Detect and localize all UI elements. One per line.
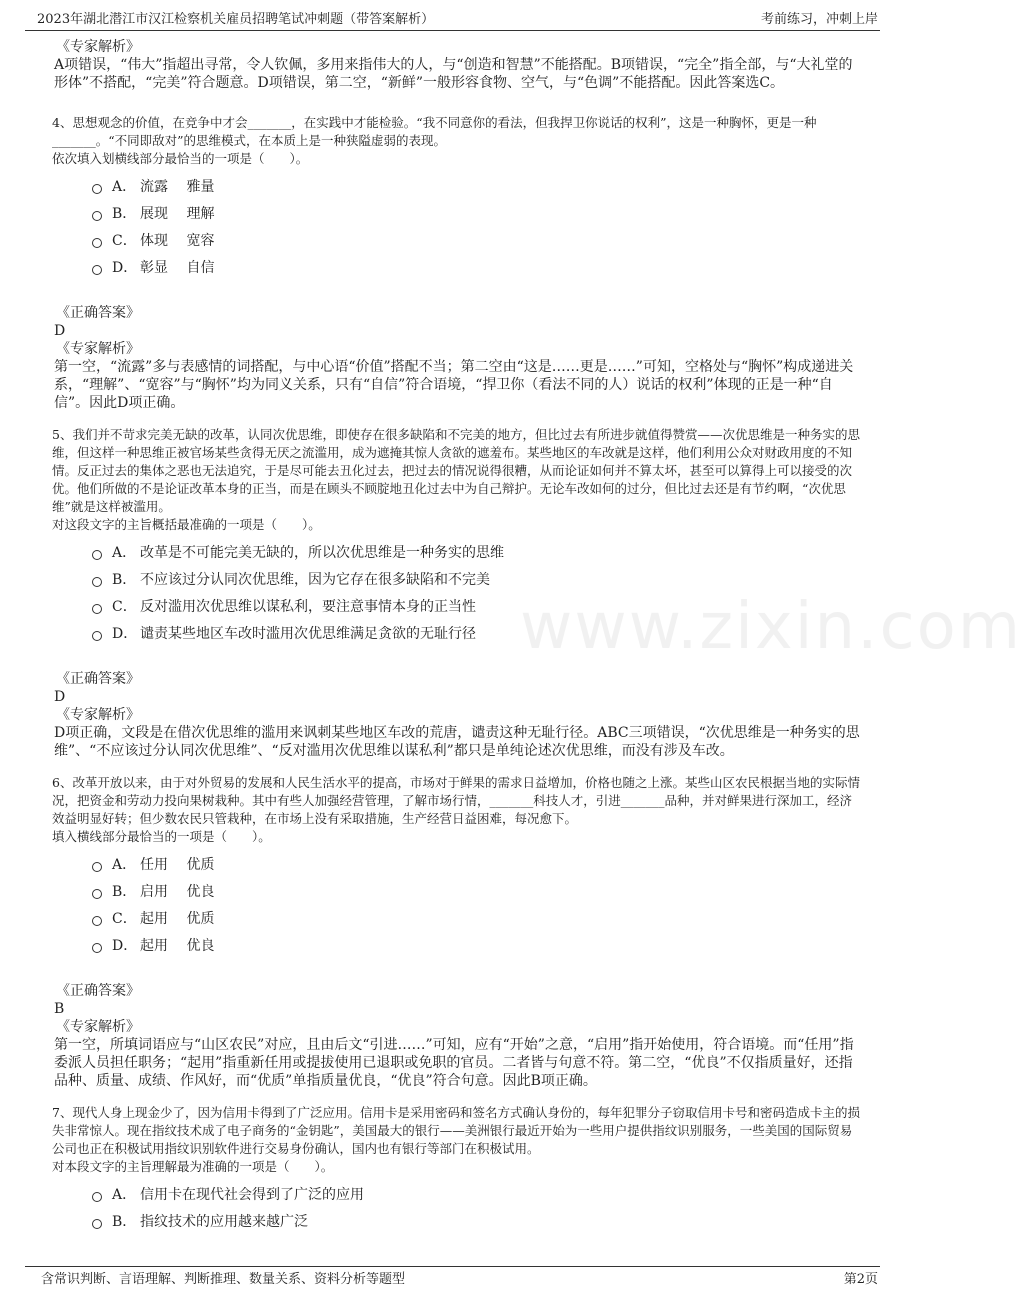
question-4 <box>52 114 862 412</box>
options-list <box>92 850 862 958</box>
question-stem: 6、改革开放以来，由于对外贸易的发展和人民生活水平的提高，市场对于鲜果的需求日益增加，价格也随之上涨。某些山区农民根据当地的实际情况，把资金和劳动力投向果树栽种。其中有些人加强经营管理，了解市场行情，_______科技人才，引进_______品种，并对鲜果进行深加工，经济效益明显好转；但少数农民只管栽种，在市场上没有采取措施，生产经营日益困难，每况愈下。 <box>52 775 860 826</box>
watermark: www.zixin.com <box>520 590 1022 664</box>
question-prompt: 填入横线部分最恰当的一项是（ ）。 <box>52 829 271 844</box>
question-5 <box>52 426 862 760</box>
answer-value: B <box>54 1001 65 1017</box>
question-6 <box>52 774 862 1090</box>
option-text: 指纹技术的应用越来越广泛 <box>140 1213 308 1230</box>
option-text: 起用 优质 <box>140 910 215 927</box>
expert-label: 《专家解析》 <box>56 341 140 357</box>
option-b[interactable]: B． 展现 理解 <box>92 199 862 226</box>
answer-label: 《正确答案》 <box>56 983 140 999</box>
option-text: 信用卡在现代社会得到了广泛的应用 <box>140 1186 364 1203</box>
option-a[interactable]: A． 任用 优质 <box>92 850 862 877</box>
answer-label: 《正确答案》 <box>56 305 140 321</box>
option-d[interactable]: D． 谴责某些地区车改时滥用次优思维满足贪欲的无耻行径 <box>92 619 862 646</box>
option-c[interactable]: C． 体现 宽容 <box>92 226 862 253</box>
option-a[interactable]: A． 改革是不可能完美无缺的，所以次优思维是一种务实的思维 <box>92 538 862 565</box>
radio-icon[interactable] <box>92 631 102 641</box>
radio-icon[interactable] <box>92 184 102 194</box>
option-c[interactable]: C． 反对滥用次优思维以谋私利，要注意事情本身的正当性 <box>92 592 862 619</box>
option-b[interactable]: B． 启用 优良 <box>92 877 862 904</box>
answer-label: 《正确答案》 <box>56 671 140 687</box>
footer-topics: 含常识判断、言语理解、判断推理、数量关系、资料分析等题型 <box>41 1272 406 1287</box>
option-c[interactable]: C． 起用 优质 <box>92 904 862 931</box>
question-prompt: 依次填入划横线部分最恰当的一项是（ ）。 <box>52 151 309 166</box>
radio-icon[interactable] <box>92 238 102 248</box>
page-content <box>52 38 862 1234</box>
explanation: 第一空，“流露”多与表感情的词搭配，与中心语“价值”搭配不当；第二空由“这是……更是……”可知，空格处与“胸怀”构成递进关系，“理解”、“宽容”与“胸怀”均为同义关系，只有“自信”符合语境，“捍卫你（看法不同的人）说话的权利”体现的正是一种“自信”。因此D项正确。 <box>54 359 854 411</box>
radio-icon[interactable] <box>92 943 102 953</box>
option-d[interactable]: D． 彰显 自信 <box>92 253 862 280</box>
question-stem: 7、现代人身上现金少了，因为信用卡得到了广泛应用。信用卡是采用密码和签名方式确认身份的，每年犯罪分子窃取信用卡号和密码造成卡主的损失非常惊人。现在指纹技术成了电子商务的“金钥匙”，美国最大的银行——美洲银行最近开始为一些用户提供指纹识别服务，一些美国的国际贸易公司也正在积极试用指纹识别软件进行交易身份确认，国内也有银行等部门在积极试用。 <box>52 1105 860 1156</box>
option-text: 流露 雅量 <box>140 178 215 195</box>
question-stem: 4、思想观念的价值，在竞争中才会_______，在实践中才能检验。“我不同意你的看法，但我捍卫你说话的权利”，这是一种胸怀，更是一种_______。“不同即敌对”的思维模式，在本质上是一种狭隘虚弱的表现。 <box>52 115 817 148</box>
explanation: 第一空，所填词语应与“山区农民”对应，且由后文“引进……”可知，应有“开始”之意，“启用”指开始使用，符合语境。而“任用”指委派人员担任职务；“起用”指重新任用或提拔使用已退职或免职的官员。二者皆与句意不符。第二空，“优良”不仅指质量好，还指品种、质量、成绩、作风好，而“优质”单指质量优良，“优良”符合句意。因此B项正确。 <box>54 1037 854 1089</box>
radio-icon[interactable] <box>92 211 102 221</box>
answer-value: D <box>54 689 66 705</box>
radio-icon[interactable] <box>92 550 102 560</box>
answer-value: D <box>54 323 66 339</box>
page-number: 第2页 <box>843 1272 878 1287</box>
options-list <box>92 1180 862 1234</box>
radio-icon[interactable] <box>92 862 102 872</box>
radio-icon[interactable] <box>92 1192 102 1202</box>
radio-icon[interactable] <box>92 916 102 926</box>
option-b[interactable]: B． 指纹技术的应用越来越广泛 <box>92 1207 862 1234</box>
option-text: 任用 优质 <box>140 856 215 873</box>
expert-label: 《专家解析》 <box>56 39 140 55</box>
option-text: 反对滥用次优思维以谋私利，要注意事情本身的正当性 <box>140 598 476 615</box>
radio-icon[interactable] <box>92 889 102 899</box>
question-prompt: 对本段文字的主旨理解最为准确的一项是（ ）。 <box>52 1159 334 1174</box>
option-text: 不应该过分认同次优思维，因为它存在很多缺陷和不完美 <box>140 571 490 588</box>
option-text: 展现 理解 <box>140 205 215 222</box>
radio-icon[interactable] <box>92 577 102 587</box>
option-text: 起用 优良 <box>140 937 215 954</box>
option-text: 彰显 自信 <box>140 259 215 276</box>
option-d[interactable]: D． 起用 优良 <box>92 931 862 958</box>
header-slogan: 考前练习，冲刺上岸 <box>760 12 878 27</box>
page-footer <box>25 1266 880 1293</box>
option-text: 改革是不可能完美无缺的，所以次优思维是一种务实的思维 <box>140 544 504 561</box>
option-text: 谴责某些地区车改时滥用次优思维满足贪欲的无耻行径 <box>140 625 476 642</box>
option-text: 体现 宽容 <box>140 232 215 249</box>
radio-icon[interactable] <box>92 1219 102 1229</box>
expert-label: 《专家解析》 <box>56 707 140 723</box>
question-prompt: 对这段文字的主旨概括最准确的一项是（ ）。 <box>52 517 321 532</box>
question-stem: 5、我们并不苛求完美无缺的改革，认同次优思维，即使存在很多缺陷和不完美的地方，但比过去有所进步就值得赞赏——次优思维是一种务实的思维，但这样一种思维正被官场某些贪得无厌之流滥用，成为遮掩其惊人贪欲的遮羞布。某些地区的车改就是这样，他们利用公众对财政用度的不知情。反正过去的集体之恶也无法追究，于是尽可能去丑化过去，把过去的情况说得很糟，从而论证如何并不算太坏，甚至可以算得上可以接受的次优。他们所做的不是论证改革本身的正当，而是在顾头不顾腚地丑化过去中为自己辩护。无论车改如何的过分，但比过去还是有节约啊，“次优思维”就是这样被滥用。 <box>52 427 860 514</box>
option-text: 启用 优良 <box>140 883 215 900</box>
page-header <box>25 8 880 31</box>
explanation: D项正确，文段是在借次优思维的滥用来讽刺某些地区车改的荒唐，谴责这种无耻行径。ABC三项错误，“次优思维是一种务实的思维”、“不应该过分认同次优思维”、“反对滥用次优思维以谋私利”都只是单纯论述次优思维，而没有涉及车改。 <box>54 725 860 759</box>
q3-explanation: A项错误，“伟大”指超出寻常，令人钦佩，多用来指伟大的人，与“创造和智慧”不能搭配。B项错误，“完全”指全部，与“大礼堂的形体”不搭配，“完美”符合题意。D项错误，第二空，“新鲜”一般形容食物、空气，与“色调”不能搭配。因此答案选C。 <box>54 57 853 91</box>
option-a[interactable]: A． 流露 雅量 <box>92 172 862 199</box>
option-a[interactable]: A． 信用卡在现代社会得到了广泛的应用 <box>92 1180 862 1207</box>
question-7 <box>52 1104 862 1234</box>
expert-label: 《专家解析》 <box>56 1019 140 1035</box>
option-b[interactable]: B． 不应该过分认同次优思维，因为它存在很多缺陷和不完美 <box>92 565 862 592</box>
options-list <box>92 172 862 280</box>
radio-icon[interactable] <box>92 265 102 275</box>
document-title: 2023年湖北潜江市汉江检察机关雇员招聘笔试冲刺题（带答案解析） <box>37 12 435 27</box>
radio-icon[interactable] <box>92 604 102 614</box>
options-list <box>92 538 862 646</box>
